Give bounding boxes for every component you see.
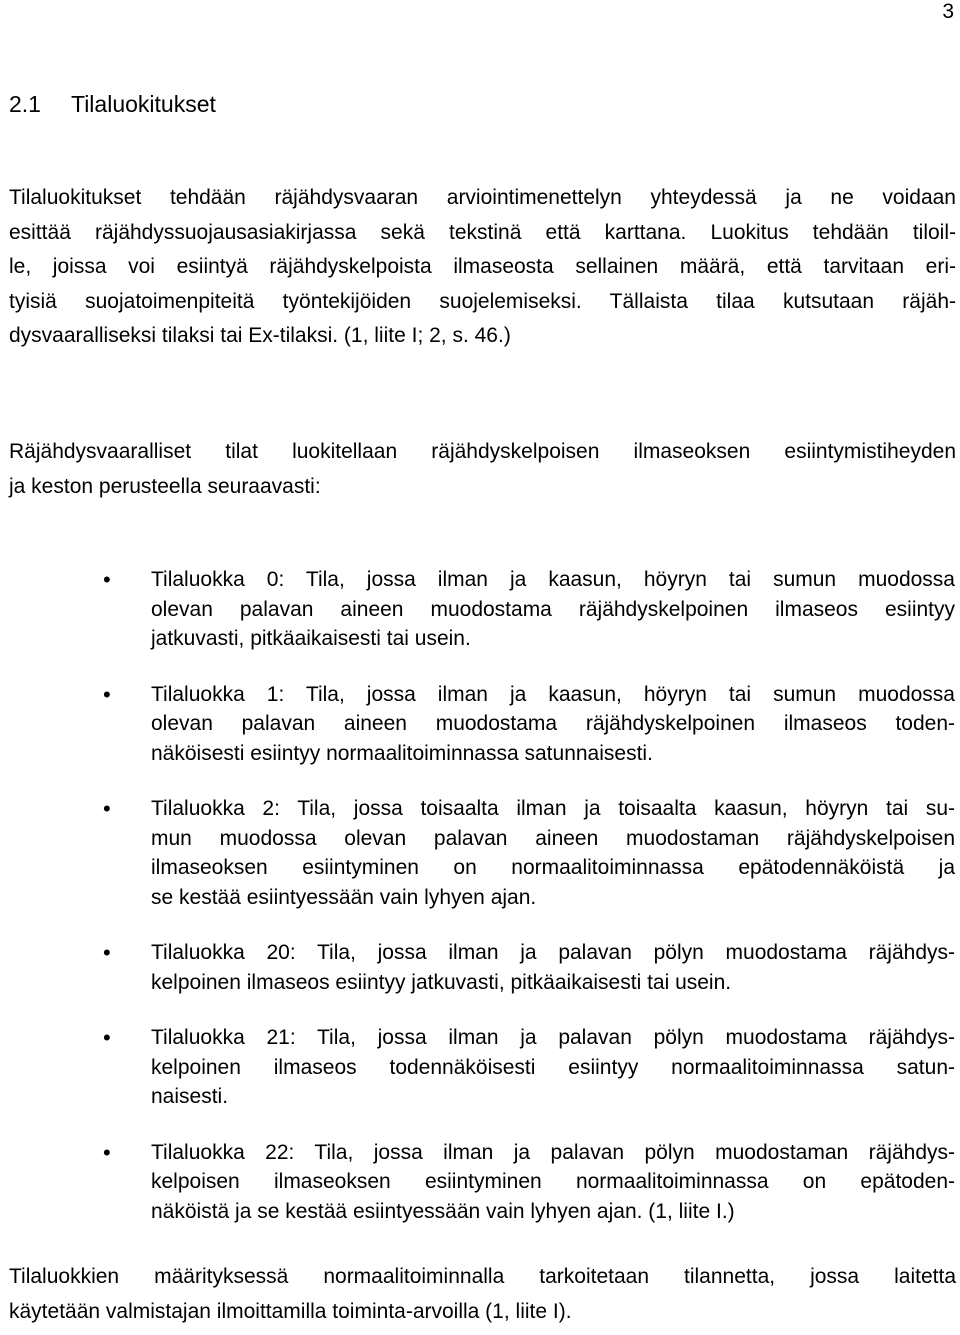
zone-line: Tilaluokka 22: Tila, jossa ilman ja palavan pölyn muodostaman räjähdys- <box>151 1140 955 1164</box>
bullet-icon: • <box>103 567 111 592</box>
paragraph-line: ja keston perusteella seuraavasti: <box>9 474 321 498</box>
bullet-icon: • <box>103 1025 111 1050</box>
paragraph-line: Tilaluokkien määrityksessä normaalitoiminnalla tarkoitetaan tilannetta, jossa laitetta <box>9 1265 956 1288</box>
zone-item-20 <box>0 938 960 997</box>
zone-line: olevan palavan aineen muodostama räjähdyskelpoinen ilmaseos esiintyy <box>151 597 955 621</box>
zone-line: kelpoinen ilmaseos esiintyy jatkuvasti, pitkäaikaisesti tai usein. <box>151 970 732 994</box>
zone-item-1 <box>0 680 960 769</box>
bullet-icon: • <box>103 681 111 707</box>
zone-line: se kestää esiintyessään vain lyhyen ajan. <box>151 885 537 909</box>
zone-line: Tilaluokka 0: Tila, jossa ilman ja kaasun, höyryn tai sumun muodossa <box>151 568 955 591</box>
intro-paragraph <box>9 181 956 354</box>
zone-line: jatkuvasti, pitkäaikaisesti tai usein. <box>151 627 471 650</box>
classification-intro-paragraph <box>9 435 956 504</box>
zone-item-22 <box>0 1138 960 1227</box>
zone-item-0 <box>0 565 960 654</box>
normal-operation-paragraph <box>9 1260 956 1329</box>
paragraph-line: esittää räjähdyssuojausasiakirjassa sekä tekstinä että karttana. Luokitus tehdään tiloil- <box>9 220 956 244</box>
zone-item-21 <box>0 1023 960 1112</box>
zone-item-2 <box>0 794 960 912</box>
zone-list <box>0 565 960 1226</box>
zone-line: Tilaluokka 21: Tila, jossa ilman ja palavan pölyn muodostama räjähdys- <box>151 1026 955 1049</box>
bullet-icon: • <box>103 940 111 965</box>
zone-line: olevan palavan aineen muodostama räjähdyskelpoinen ilmaseos toden- <box>151 712 955 735</box>
section-number: 2.1 <box>9 91 41 117</box>
zone-line: Tilaluokka 1: Tila, jossa ilman ja kaasun, höyryn tai sumun muodossa <box>151 682 955 706</box>
bullet-icon: • <box>103 1139 111 1165</box>
paragraph-line: tyisiä suojatoimenpiteitä työntekijöiden suojelemiseksi. Tällaista tilaa kutsutaan räjäh- <box>9 289 956 313</box>
section-heading <box>9 90 216 118</box>
zone-line: kelpoinen ilmaseos todennäköisesti esiintyy normaalitoiminnassa satun- <box>151 1055 955 1079</box>
zone-line: mun muodossa olevan palavan aineen muodostaman räjähdyskelpoisen <box>151 826 955 850</box>
page-number: 3 <box>942 0 954 23</box>
bullet-icon: • <box>103 796 111 821</box>
paragraph-line: dysvaaralliseksi tilaksi tai Ex-tilaksi. (1, liite I; 2, s. 46.) <box>9 324 511 347</box>
section-title: Tilaluokitukset <box>71 91 216 117</box>
paragraph-line: Tilaluokitukset tehdään räjähdysvaaran arviointimenettelyn yhteydessä ja ne voidaan <box>9 186 956 209</box>
zone-line: naisesti. <box>151 1085 229 1108</box>
zone-line: Tilaluokka 20: Tila, jossa ilman ja palavan pölyn muodostama räjähdys- <box>151 941 955 964</box>
zone-line: näköistä ja se kestää esiintyessään vain lyhyen ajan. (1, liite I.) <box>151 1199 735 1223</box>
paragraph-line: käytetään valmistajan ilmoittamilla toiminta-arvoilla (1, liite I). <box>9 1299 572 1323</box>
zone-line: Tilaluokka 2: Tila, jossa toisaalta ilman ja toisaalta kaasun, höyryn tai su- <box>151 797 955 820</box>
zone-line: kelpoisen ilmaseoksen esiintyminen normaalitoiminnassa on epätoden- <box>151 1170 955 1193</box>
paragraph-line: le, joissa voi esiintyä räjähdyskelpoista ilmaseosta sellainen määrä, että tarvitaan eri- <box>9 255 956 278</box>
zone-line: näköisesti esiintyy normaalitoiminnassa satunnaisesti. <box>151 741 653 765</box>
zone-line: ilmaseoksen esiintyminen on normaalitoiminnassa epätodennäköistä ja <box>151 856 955 879</box>
paragraph-line: Räjähdysvaaralliset tilat luokitellaan räjähdyskelpoisen ilmaseoksen esiintymistiheyden <box>9 440 956 463</box>
